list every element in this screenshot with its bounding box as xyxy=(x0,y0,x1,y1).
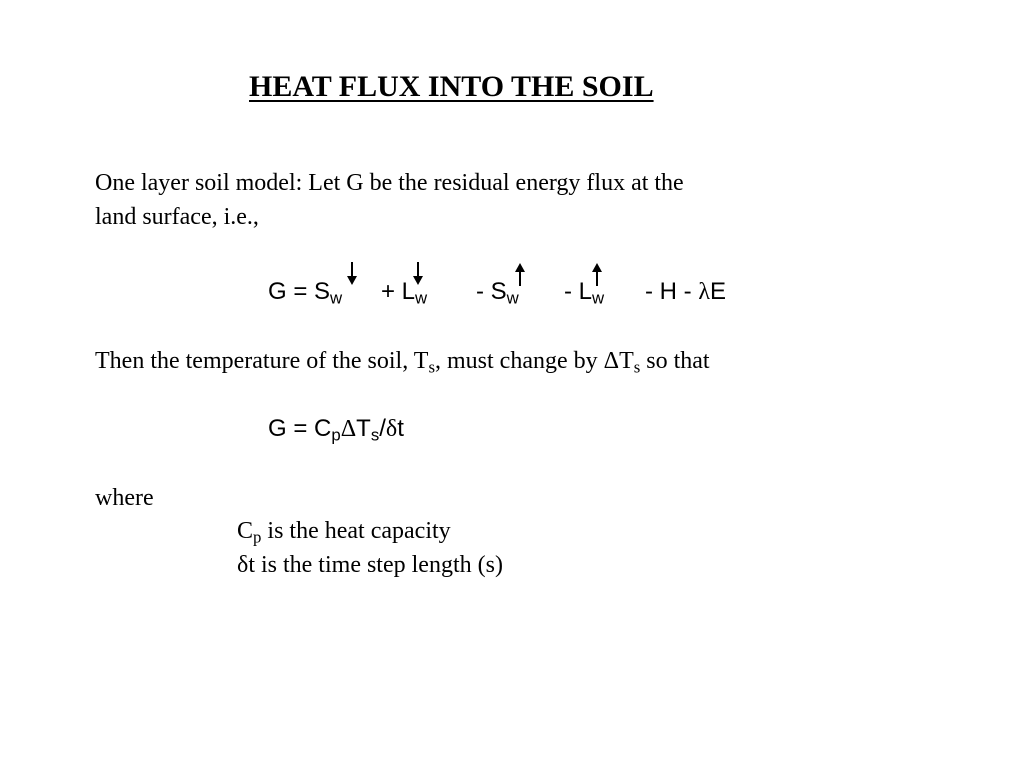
intro-line-2: land surface, i.e., xyxy=(95,204,259,230)
dt-definition: δt is the time step length (s) xyxy=(237,552,503,578)
eq1-rest: - H - λE xyxy=(645,278,726,305)
eq1-plus-l: + $L_w$ xyxy=(381,278,428,308)
heat-capacity-equation: $G = C_p\Delta T_s/\delta t$ xyxy=(268,415,404,445)
where-label: where xyxy=(95,485,154,511)
eq1-minus-s: - $S_w$ xyxy=(476,278,519,308)
temperature-sentence: Then the temperature of the soil, $T_s$, must change by $\Delta T_s$ so that xyxy=(95,348,710,377)
eq1-g-s: $G = S_w$ xyxy=(268,278,343,308)
page-title: HEAT FLUX INTO THE SOIL xyxy=(249,70,654,103)
eq1-minus-l: - $L_w$ xyxy=(564,278,605,308)
intro-line-1: One layer soil model: Let G be the residual energy flux at the xyxy=(95,170,684,196)
cp-definition: $C_p$ is the heat capacity xyxy=(237,518,451,547)
down-arrow-icon xyxy=(412,262,424,286)
up-arrow-icon xyxy=(591,262,603,286)
down-arrow-icon xyxy=(346,262,358,286)
up-arrow-icon xyxy=(514,262,526,286)
